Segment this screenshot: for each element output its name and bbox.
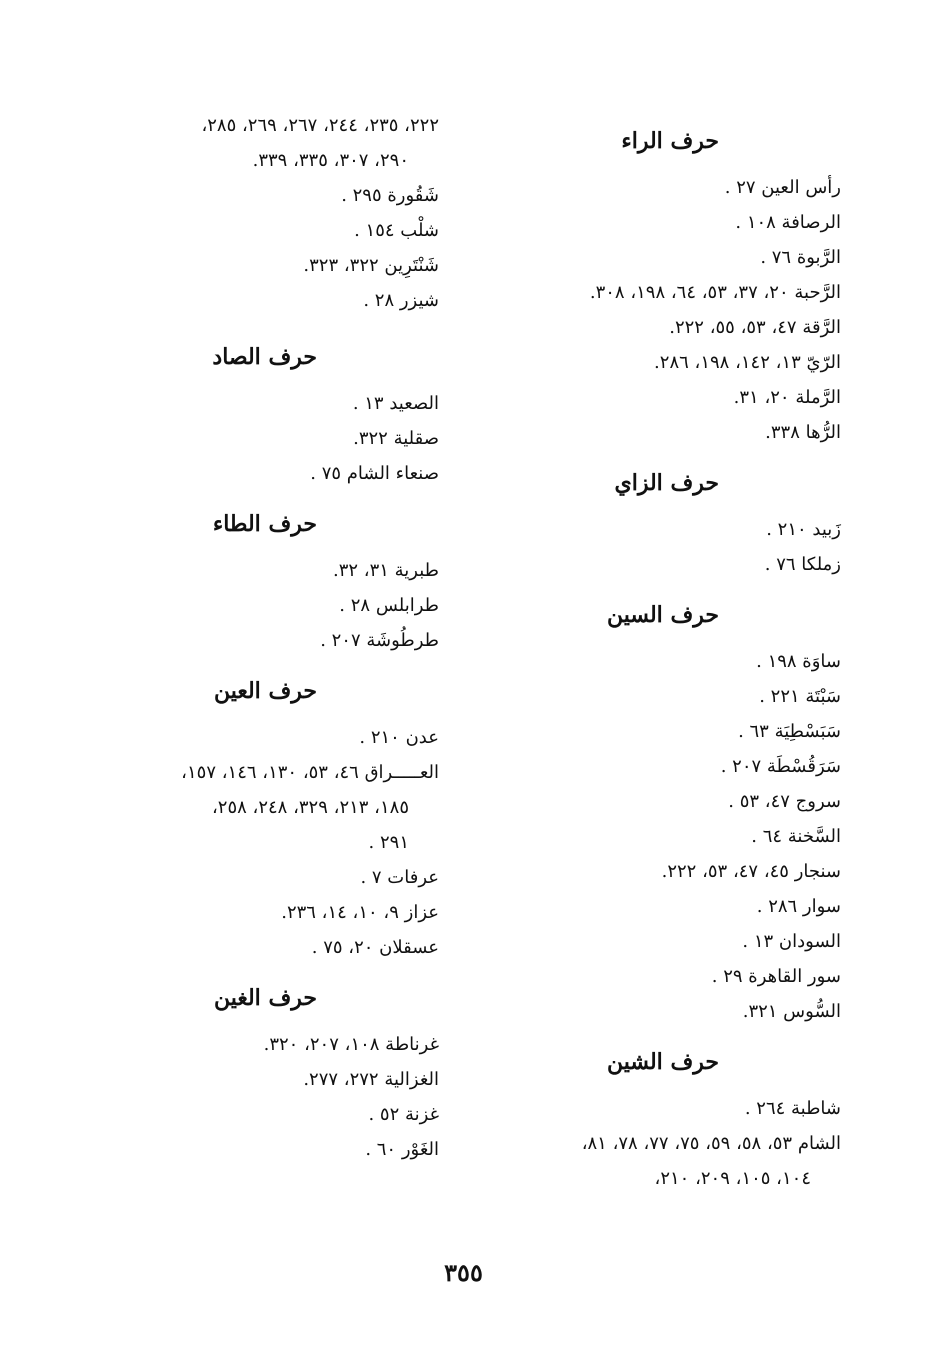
index-entry: رأس العين ٢٧ . bbox=[724, 177, 841, 198]
index-entry: الرصافة ١٠٨ . bbox=[735, 212, 841, 233]
section-heading: حرف الطاء bbox=[212, 511, 317, 537]
index-entry: الرَّحبة ٢٠، ٣٧، ٥٣، ٦٤، ١٩٨، ٣٠٨. bbox=[589, 282, 841, 303]
index-entry: الصعيد ١٣ . bbox=[352, 393, 439, 414]
section-ghain bbox=[79, 983, 439, 1167]
index-entry: عزاز ٩، ١٠، ١٤، ٢٣٦. bbox=[281, 902, 439, 923]
section-ta bbox=[79, 509, 439, 658]
index-entry: غزنة ٥٢ . bbox=[368, 1104, 439, 1125]
page-number: ٣٥٥ bbox=[444, 1258, 483, 1287]
index-entry: طبرية ٣١، ٣٢. bbox=[332, 560, 439, 581]
index-entry: صقلية ٣٢٢. bbox=[353, 428, 439, 449]
section-heading: حرف الزاي bbox=[614, 470, 719, 496]
section-heading: حرف السين bbox=[606, 602, 719, 628]
index-entry: الرّيّ ١٣، ١٤٢، ١٩٨، ٢٨٦. bbox=[654, 352, 841, 373]
section-sin bbox=[481, 600, 841, 1029]
index-entry-continuation: ٢٩١ . bbox=[368, 832, 409, 853]
section-sad bbox=[79, 342, 439, 491]
index-entry: عرفات ٧ . bbox=[360, 867, 439, 888]
index-entry: الغَوْر ٦٠ . bbox=[365, 1139, 439, 1160]
index-entry: الرُّها ٣٣٨. bbox=[765, 422, 841, 443]
index-entry: زَبيد ٢١٠ . bbox=[766, 519, 841, 540]
section-heading: حرف الراء bbox=[621, 128, 719, 154]
continued-entry bbox=[79, 108, 439, 178]
continued-line: ٢٩٠، ٣٠٧، ٣٣٥، ٣٣٩. bbox=[252, 150, 409, 171]
index-entry: سنجار ٤٥، ٤٧، ٥٣، ٢٢٢. bbox=[661, 861, 841, 882]
index-entry: شيزر ٢٨ . bbox=[363, 290, 439, 311]
index-entry: طرابلس ٢٨ . bbox=[339, 595, 439, 616]
section-ain bbox=[79, 676, 439, 965]
index-entry: السودان ١٣ . bbox=[742, 931, 841, 952]
right-column bbox=[481, 126, 841, 1196]
index-entry: عدن ٢١٠ . bbox=[359, 727, 439, 748]
index-entry: صنعاء الشام ٧٥ . bbox=[310, 463, 439, 484]
left-column bbox=[79, 108, 439, 1167]
index-entry: غرناطة ١٠٨، ٢٠٧، ٣٢٠. bbox=[263, 1034, 439, 1055]
section-heading: حرف الغين bbox=[213, 985, 317, 1011]
index-entry: الرَّملة ٢٠، ٣١. bbox=[733, 387, 841, 408]
index-entry: شاطبة ٢٦٤ . bbox=[744, 1098, 841, 1119]
index-entry: سوار ٢٨٦ . bbox=[756, 896, 841, 917]
index-entry: الشام ٥٣، ٥٨، ٥٩، ٧٥، ٧٧، ٧٨، ٨١، bbox=[581, 1133, 841, 1154]
index-entry: الرَّقة ٤٧، ٥٣، ٥٥، ٢٢٢. bbox=[669, 317, 841, 338]
index-entry: شَنْتَرِين ٣٢٢، ٣٢٣. bbox=[303, 255, 439, 276]
section-shin bbox=[481, 1047, 841, 1196]
index-entry: شَقُورة ٢٩٥ . bbox=[341, 185, 439, 206]
index-entry: زملكا ٧٦ . bbox=[764, 554, 841, 575]
index-entry: الغزالية ٢٧٢، ٢٧٧. bbox=[303, 1069, 439, 1090]
index-entry: السَّخنة ٦٤ . bbox=[751, 826, 841, 847]
index-entry: سَرَقُسْطَة ٢٠٧ . bbox=[720, 756, 841, 777]
index-entry: الرَّبوة ٧٦ . bbox=[760, 247, 841, 268]
index-entry: طرطُوشَة ٢٠٧ . bbox=[320, 630, 439, 651]
section-heading: حرف الصاد bbox=[212, 344, 317, 370]
section-zay bbox=[481, 468, 841, 582]
section-heading: حرف الشين bbox=[606, 1049, 719, 1075]
index-entry: السُّوس ٣٢١. bbox=[742, 1001, 841, 1022]
section-heading: حرف العين bbox=[213, 678, 317, 704]
index-entry: ساوَة ١٩٨ . bbox=[756, 651, 841, 672]
index-entry: سور القاهرة ٢٩ . bbox=[711, 966, 841, 987]
section-ra bbox=[481, 126, 841, 450]
index-entry: سروج ٤٧، ٥٣ . bbox=[728, 791, 841, 812]
index-entry: سَبْتَة ٢٢١ . bbox=[759, 686, 841, 707]
index-entry: عسقلان ٢٠، ٧٥ . bbox=[311, 937, 439, 958]
continued-line: ٢٢٢، ٢٣٥، ٢٤٤، ٢٦٧، ٢٦٩، ٢٨٥، bbox=[201, 115, 439, 136]
index-entry-continuation: ١٠٤، ١٠٥، ٢٠٩، ٢١٠، bbox=[654, 1168, 811, 1189]
index-entry: سَبَسْطِيَة ٦٣ . bbox=[738, 721, 841, 742]
index-entry: شلْب ١٥٤ . bbox=[354, 220, 439, 241]
index-entry-continuation: ١٨٥، ٢١٣، ٣٢٩، ٢٤٨، ٢٥٨، bbox=[211, 797, 409, 818]
index-entry: العـــــراق ٤٦، ٥٣، ١٣٠، ١٤٦، ١٥٧، bbox=[181, 762, 439, 783]
